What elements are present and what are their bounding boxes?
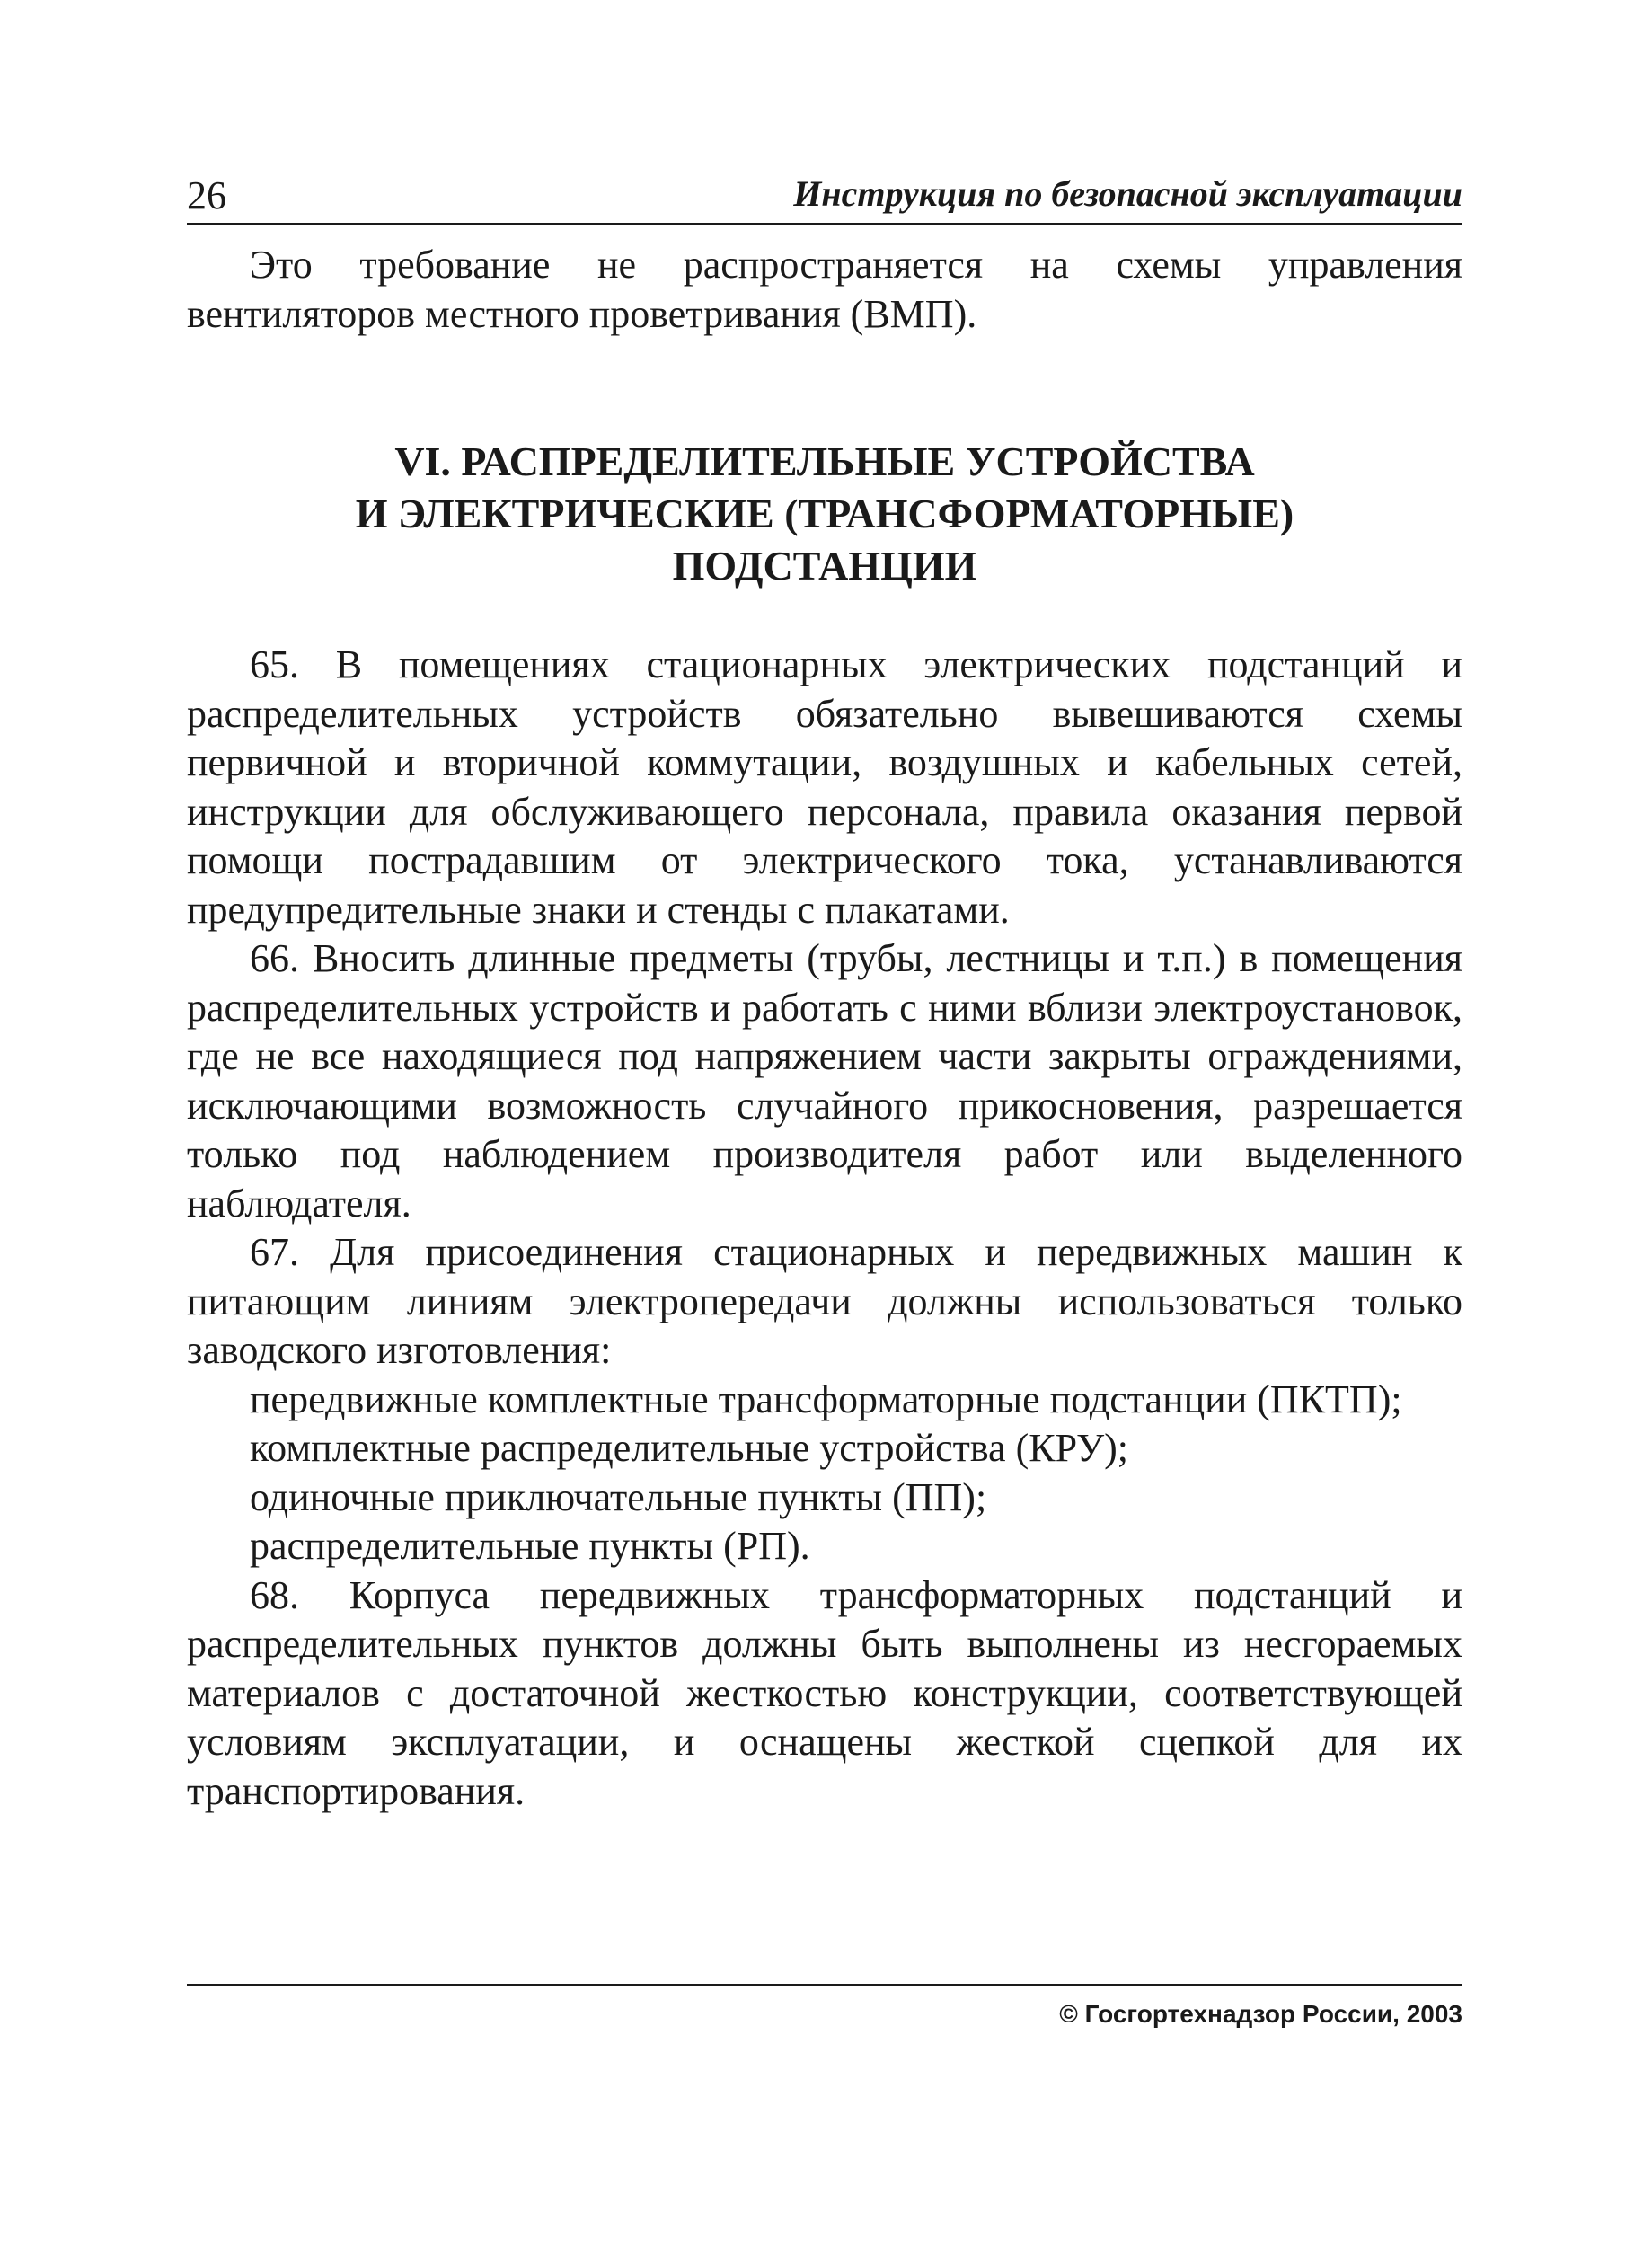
header-title: Инструкция по безопасной эксплуатации (793, 173, 1462, 214)
document-page (187, 169, 1462, 1816)
copyright-notice: © Госгортехнадзор России, 2003 (1059, 2000, 1462, 2028)
paragraph-67: 67. Для присоединения стационарных и передвижных машин к питающим линиям электропередачи должны использоваться только заводского изготовления: (187, 1230, 1462, 1372)
running-header (187, 169, 1462, 225)
paragraph-68: 68. Корпуса передвижных трансформаторных подстанций и распределительных пунктов должны быть выполнены из несгораемых материалов с достаточной жесткостью конструкции, соответствующей условиям эксплуатации, и оснащены жесткой сцепкой для их транспортирования. (187, 1572, 1462, 1813)
paragraph-66: 66. Вносить длинные предметы (трубы, лестницы и т.п.) в помещения распределительных устройств и работать с ними вблизи электроустановок, где не все находящиеся под напряжением части закрыты ограждениями, исключающими возможность случайного прикосновения, разрешается только под наблюдением производителя работ или выделенного наблюдателя. (187, 936, 1462, 1226)
paragraph-65: 65. В помещениях стационарных электрических подстанций и распределительных устройств обязательно вывешиваются схемы первичной и вторичной коммутации, воздушных и кабельных сетей, инструкции для обслуживающего персонала, правила оказания первой помощи пострадавшим от электрического тока, устанавливаются предупредительные знаки и стенды с плакатами. (187, 642, 1462, 932)
list-item-pktp: передвижные комплектные трансформаторные подстанции (ПКТП); (250, 1376, 1402, 1421)
list-item-pp: одиночные приключательные пункты (ПП); (250, 1474, 987, 1519)
section-heading-line-3: ПОДСТАНЦИИ (672, 543, 977, 589)
section-heading (187, 436, 1462, 592)
intro-paragraph: Это требование не распространяется на схемы управления вентиляторов местного проветривания (ВМП). (187, 243, 1462, 336)
section-heading-line-2: И ЭЛЕКТРИЧЕСКИЕ (ТРАНСФОРМАТОРНЫЕ) (355, 491, 1294, 536)
page-footer (187, 1984, 1462, 2040)
list-item-rp: распределительные пункты (РП). (250, 1524, 810, 1568)
section-heading-line-1: VI. РАСПРЕДЕЛИТЕЛЬНЫЕ УСТРОЙСТВА (394, 438, 1255, 484)
page-number: 26 (187, 173, 226, 217)
list-item-kru: комплектные распределительные устройства (КРУ); (250, 1426, 1128, 1470)
